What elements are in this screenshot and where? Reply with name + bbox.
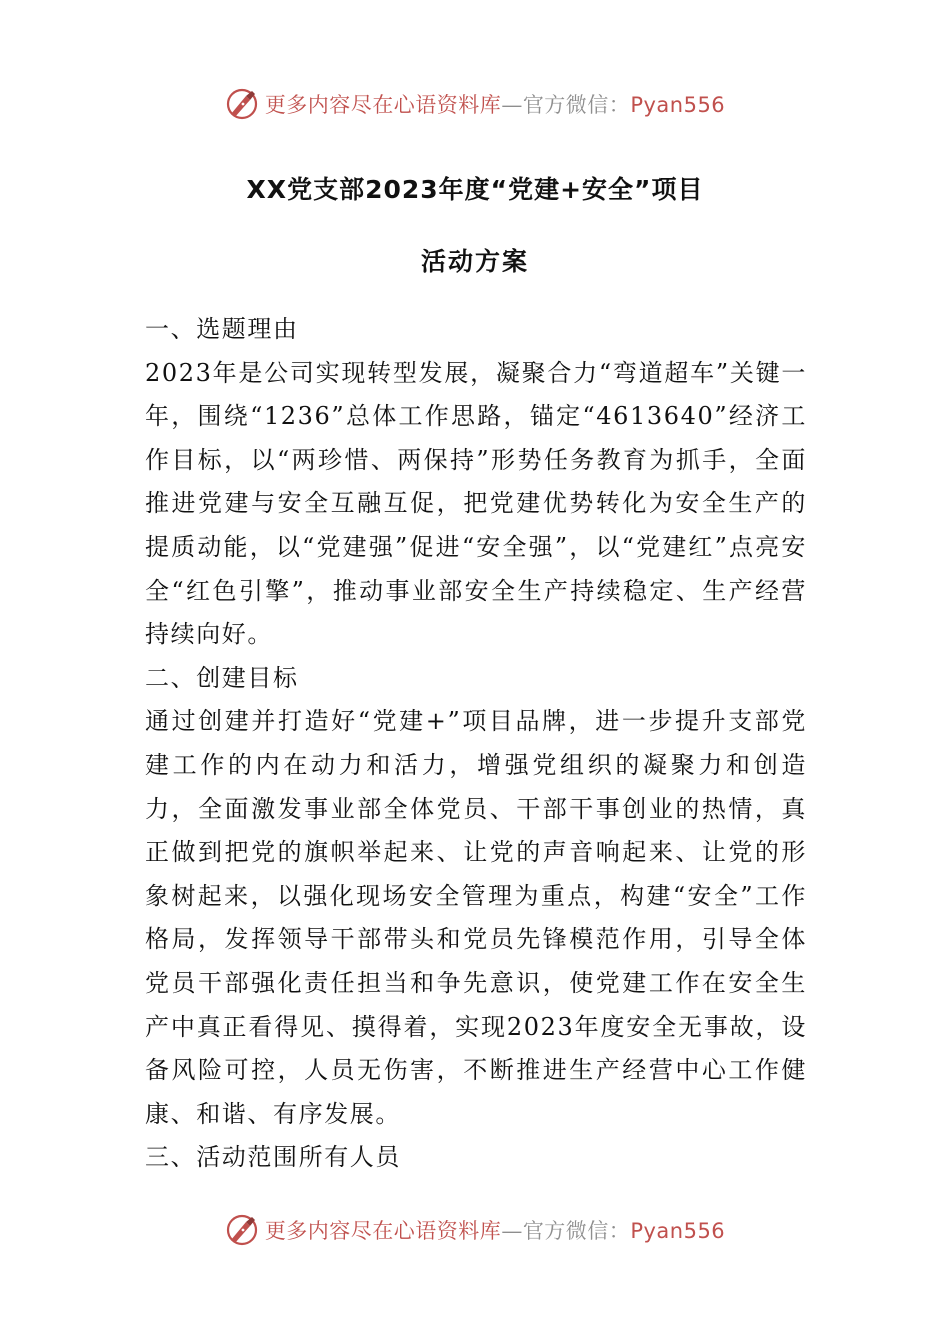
- footer-watermark-banner: [0, 1208, 950, 1252]
- footer-watermark-text: 更多内容尽在心语资料库—官方微信：Pyan556: [264, 1219, 726, 1243]
- section-heading-3: 三、活动范围所有人员: [145, 1143, 401, 1172]
- section-heading-2: 二、创建目标: [145, 663, 299, 692]
- pen-nib-circle-icon: [225, 1213, 259, 1247]
- header-watermark-text: 更多内容尽在心语资料库—官方微信：Pyan556: [264, 93, 726, 117]
- document-title: XX党支部2023年度“党建+安全”项目: [246, 175, 704, 204]
- section-body-1: 2023年是公司实现转型发展，凝聚合力“弯道超车”关键一年，围绕“1236”总体工作思路，锚定“4613640”经济工作目标，以“两珍惜、两保持”形势任务教育为抓手，全面推进党建与安全互融互促，把党建优势转化为安全生产的提质动能，以“党建强”促进“安全强”，以“党建红”点亮安全“红色引擎”，推动事业部安全生产持续稳定、生产经营持续向好。: [145, 358, 807, 649]
- section-body-2: 通过创建并打造好“党建+”项目品牌，进一步提升支部党建工作的内在动力和活力，增强党组织的凝聚力和创造力，全面激发事业部全体党员、干部干事创业的热情，真正做到把党的旗帜举起来、让党的声音响起来、让党的形象树起来，以强化现场安全管理为重点，构建“安全”工作格局，发挥领导干部带头和党员先锋模范作用，引导全体党员干部强化责任担当和争先意识，使党建工作在安全生产中真正看得见、摸得着，实现2023年度安全无事故，设备风险可控，人员无伤害，不断推进生产经营中心工作健康、和谐、有序发展。: [145, 707, 807, 1128]
- document-subtitle: 活动方案: [420, 247, 529, 276]
- pen-nib-circle-icon: [225, 87, 259, 121]
- header-watermark-banner: [0, 82, 950, 126]
- document-body: [145, 308, 807, 1180]
- section-heading-1: 一、选题理由: [145, 315, 299, 343]
